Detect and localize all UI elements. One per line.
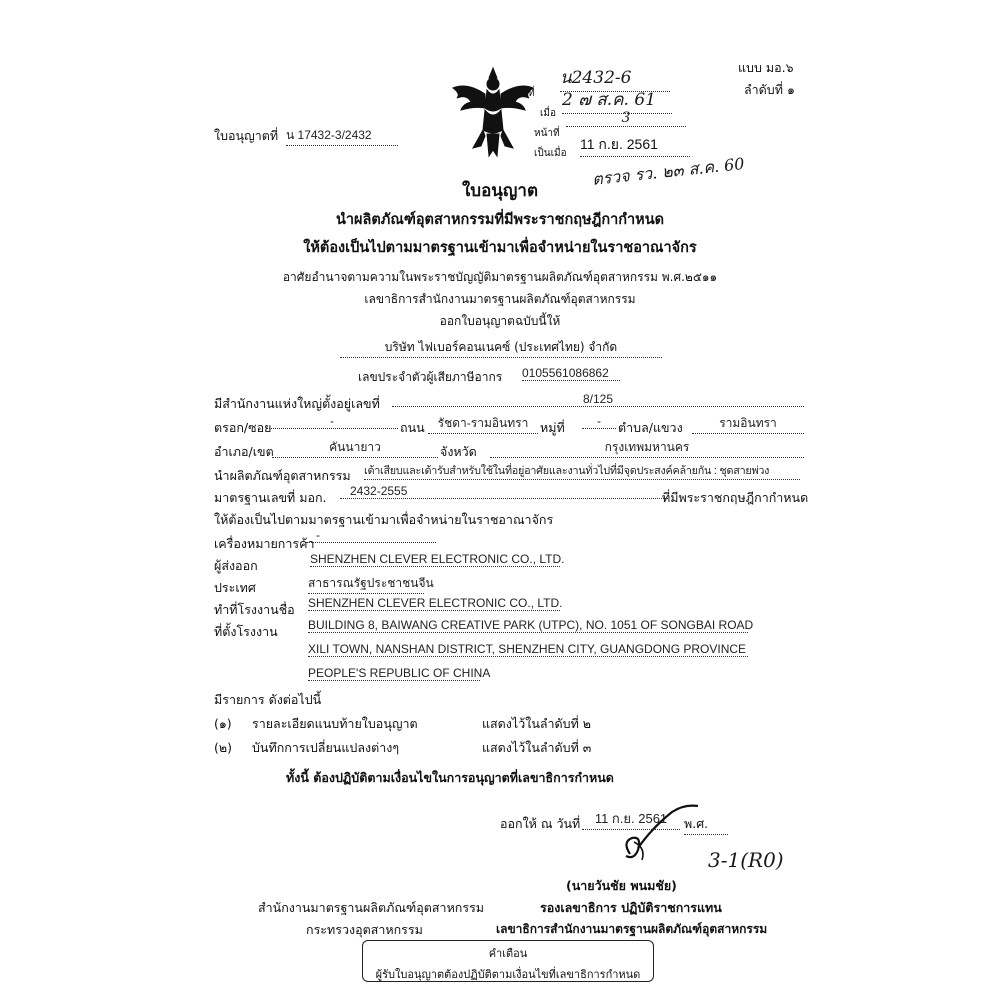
factory-label: ทำที่โรงงานชื่อ xyxy=(214,602,295,617)
garuda-emblem-icon xyxy=(447,64,539,160)
moo-value: - xyxy=(582,414,616,429)
factory-location-line-2: XILI TOWN, NANSHAN DISTRICT, SHENZHEN CITY, GUANGDONG PROVINCE xyxy=(308,642,747,656)
office-line-2: กระทรวงอุตสาหกรรม xyxy=(306,922,423,937)
province-value: กรุงเทพมหานคร xyxy=(490,438,804,458)
soi-label: ตรอก/ซอย xyxy=(214,420,272,435)
moo-label: หมู่ที่ xyxy=(540,420,565,435)
factory-value: SHENZHEN CLEVER ELECTRONIC CO., LTD. xyxy=(308,596,563,610)
factory-location-line-3: PEOPLE'S REPUBLIC OF CHINA xyxy=(308,666,491,680)
road-value: รัชดา-รามอินทรา xyxy=(428,414,538,434)
stamp-book-label: เล่มที่ xyxy=(512,88,535,99)
hq-label: มีสำนักงานแห่งใหญ่ตั้งอยู่เลขที่ xyxy=(214,396,380,411)
stamp-page-number: 3 xyxy=(566,110,686,127)
standard-suffix: ที่มีพระราชกฤษฎีกากำหนด xyxy=(662,490,809,505)
exporter-value: SHENZHEN CLEVER ELECTRONIC CO., LTD. xyxy=(310,552,565,566)
item-1-location: แสดงไว้ในลำดับที่ ๒ xyxy=(482,716,592,731)
license-number: น 17432-3/2432 xyxy=(286,126,398,146)
warning-box xyxy=(362,940,654,982)
signer-name: (นายวันชัย พนมชัย) xyxy=(566,878,677,893)
product-purpose: ให้ต้องเป็นไปตามมาตรฐานเข้ามาเพื่อจำหน่ายในราชอาณาจักร xyxy=(214,512,554,527)
stamp-page-label: หน้าที่ xyxy=(534,128,560,139)
country-value: สาธารณรัฐประชาชนจีน xyxy=(308,574,424,594)
signer-position-2: เลขาธิการสำนักงานมาตรฐานผลิตภัณฑ์อุตสาหกรรม xyxy=(496,922,768,936)
hq-number: 8/125 xyxy=(392,392,804,407)
signature-icon xyxy=(612,798,712,868)
stamp-book-number: น2432-6 xyxy=(560,64,670,92)
intro-line-3: ออกใบอนุญาตฉบับนี้ให้ xyxy=(439,314,561,328)
district-label: อำเภอ/เขต xyxy=(214,444,274,459)
form-code: แบบ มอ.๖ xyxy=(738,60,794,75)
soi-value: - xyxy=(266,414,398,429)
items-intro: มีรายการ ดังต่อไปนี้ xyxy=(214,692,322,707)
factory-location-label: ที่ตั้งโรงงาน xyxy=(214,624,278,639)
subdistrict-value: รามอินทรา xyxy=(692,414,804,434)
road-label: ถนน xyxy=(400,420,425,435)
condition-text: ทั้งนี้ ต้องปฏิบัติตามเงื่อนไขในการอนุญาตที่เลขาธิการกำหนด xyxy=(286,770,614,785)
item-1-text: รายละเอียดแนบท้ายใบอนุญาต xyxy=(252,716,418,731)
item-2-number: (๒) xyxy=(214,740,232,755)
tax-id-value: 0105561086862 xyxy=(522,366,620,381)
standard-number: 2432-2555 xyxy=(340,484,668,499)
issue-era: พ.ศ. xyxy=(684,814,728,835)
licensee-company: บริษัท ไฟเบอร์คอนเนคซ์ (ประเทศไทย) จำกัด xyxy=(340,338,662,358)
title-line-2: ให้ต้องเป็นไปตามมาตรฐานเข้ามาเพื่อจำหน่ายในราชอาณาจักร xyxy=(303,240,697,256)
tax-id-label: เลขประจำตัวผู้เสียภาษีอากร xyxy=(358,370,503,384)
issue-date-label: ออกให้ ณ วันที่ xyxy=(500,816,581,831)
signer-position-1: รองเลขาธิการ ปฏิบัติราชการแทน xyxy=(540,900,722,915)
subdistrict-label: ตำบล/แขวง xyxy=(618,420,683,435)
license-number-label: ใบอนุญาตที่ xyxy=(214,128,279,143)
document-title: ใบอนุญาต xyxy=(462,181,538,201)
stamp-received-date: 2 ๗ ส.ค. 61 xyxy=(562,86,672,114)
product-label: นำผลิตภัณฑ์อุตสาหกรรม xyxy=(214,468,351,483)
stamp-issued-date: 11 ก.ย. 2561 xyxy=(580,134,690,157)
intro-line-2: เลขาธิการสำนักงานมาตรฐานผลิตภัณฑ์อุตสาหกรรม xyxy=(364,292,636,306)
district-value: คันนายาว xyxy=(272,438,438,458)
province-label: จังหวัด xyxy=(440,444,477,459)
standard-label: มาตรฐานเลขที่ มอก. xyxy=(214,490,327,505)
sequence-number: ลำดับที่ ๑ xyxy=(744,82,795,97)
title-line-1: นำผลิตภัณฑ์อุตสาหกรรมที่มีพระราชกฤษฎีกากำหนด xyxy=(335,212,665,228)
issue-date-value: 11 ก.ย. 2561 xyxy=(582,808,680,830)
trademark-value: - xyxy=(306,528,436,543)
intro-line-1: อาศัยอำนาจตามความในพระราชบัญญัติมาตรฐานผลิตภัณฑ์อุตสาหกรรม พ.ศ.๒๕๑๑ xyxy=(282,270,718,284)
factory-location-line-1: BUILDING 8, BAIWANG CREATIVE PARK (UTPC), NO. 1051 OF SONGBAI ROAD xyxy=(308,618,754,632)
country-label: ประเทศ xyxy=(214,580,256,595)
exporter-label: ผู้ส่งออก xyxy=(214,558,258,573)
handwritten-annotation: 3-1(R0) xyxy=(708,848,784,872)
warning-title: คำเตือน xyxy=(488,947,528,960)
warning-text: ผู้รับใบอนุญาตต้องปฏิบัติตามเงื่อนไขที่เลขาธิการกำหนด xyxy=(375,968,641,981)
stamp-handwritten-note: ตรวจ รว. ๒๓ ส.ค. 60 xyxy=(591,154,746,189)
stamp-issued-label: เป็นเมื่อ xyxy=(534,148,567,159)
office-line-1: สำนักงานมาตรฐานผลิตภัณฑ์อุตสาหกรรม xyxy=(258,900,485,915)
stamp-received-label: เมื่อ xyxy=(540,108,557,119)
item-1-number: (๑) xyxy=(214,716,232,731)
item-2-text: บันทึกการเปลี่ยนแปลงต่างๆ xyxy=(252,740,400,755)
product-name: เต้าเสียบและเต้ารับสำหรับใช้ในที่อยู่อาศัยและงานทั่วไปที่มีจุดประสงค์คล้ายกัน : ชุดสายพ่วง xyxy=(364,462,800,480)
trademark-label: เครื่องหมายการค้า xyxy=(214,536,315,551)
item-2-location: แสดงไว้ในลำดับที่ ๓ xyxy=(482,740,592,755)
